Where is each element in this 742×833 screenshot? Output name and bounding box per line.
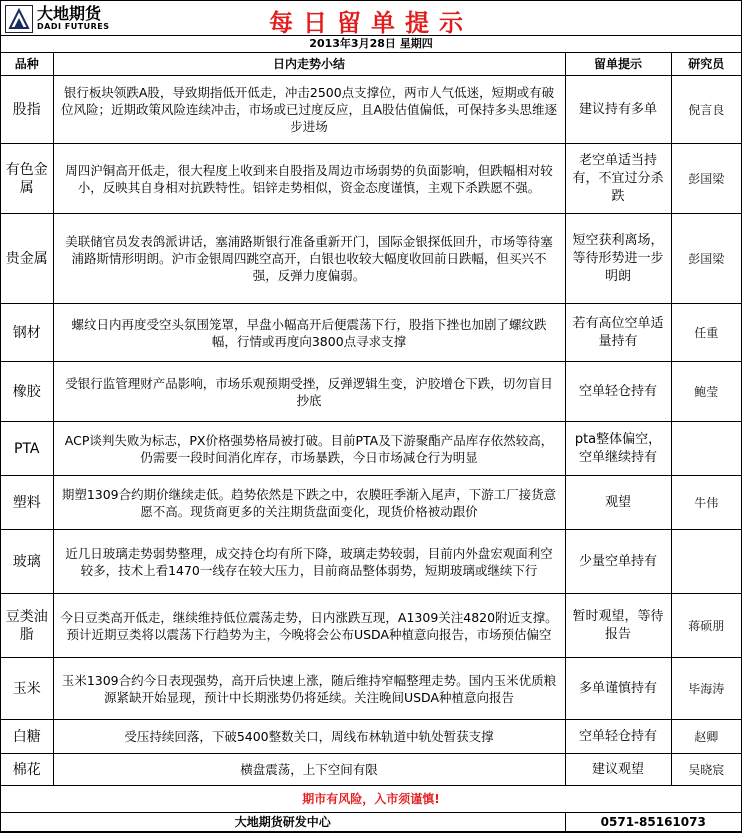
- advice-cell: 建议持有多单: [565, 76, 671, 144]
- logo-en-text: DADI FUTURES: [37, 22, 110, 31]
- risk-row: [1, 786, 741, 813]
- analyst-cell: [671, 530, 741, 594]
- report-title: 每日留单提示: [269, 8, 473, 37]
- analyst-cell: 彭国梁: [671, 214, 741, 304]
- summary-cell: ACP谈判失败为标志，PX价格强势格局被打破。目前PTA及下游聚酯产品库存依然较高，仍需要一段时间消化库存，市场暴跌，今日市场减仓行为明显: [53, 422, 565, 476]
- analyst-cell: 鲍莹: [671, 362, 741, 422]
- table-row: [1, 720, 741, 754]
- variety-cell: 贵金属: [1, 214, 53, 304]
- summary-cell: 今日豆类高开低走，继续维持低位震荡走势，日内涨跌互现，A1309关注4820附近支撑。预计近期豆类将以震荡下行趋势为主，今晚将会公布USDA种植意向报告，市场预估偏空: [53, 594, 565, 658]
- col-header-summary: 日内走势小结: [53, 53, 565, 76]
- summary-cell: 银行板块领跌A股，导致期指低开低走，冲击2500点支撑位，两市人气低迷，短期或有破位风险；近期政策风险连续冲击，市场或已过度反应，且A股估值偏低，可保持多头思维逐步进场: [53, 76, 565, 144]
- table-row: [1, 422, 741, 476]
- report-header: [1, 1, 741, 36]
- summary-cell: 期塑1309合约期价继续走低。趋势依然是下跌之中，农膜旺季渐入尾声，下游工厂接货意愿不高。现货商更多的关注期货盘面变化，现货价格被动跟价: [53, 476, 565, 530]
- advice-cell: 暂时观望，等待报告: [565, 594, 671, 658]
- summary-cell: 横盘震荡，上下空间有限: [53, 754, 565, 786]
- table-row: [1, 594, 741, 658]
- summary-cell: 美联储官员发表鸽派讲话，塞浦路斯银行准备重新开门，国际金银探低回升，市场等待塞浦路斯情形明朗。沪市金银周四跳空高开，白银也收较大幅度收回前日跌幅，但买兴不强，反弹力度偏弱。: [53, 214, 565, 304]
- summary-cell: 玉米1309合约今日表现强势，高开后快速上涨，随后维持窄幅整理走势。国内玉米优质粮源紧缺开始显现，预计中长期涨势仍将延续。关注晚间USDA种植意向报告: [53, 658, 565, 720]
- summary-cell: 周四沪铜高开低走，很大程度上收到来自股指及周边市场弱势的负面影响，但跌幅相对较小，反映其自身相对抗跌特性。铝锌走势相似，资金态度谨慎，主观下杀跌愿不强。: [53, 144, 565, 214]
- analyst-cell: 倪言良: [671, 76, 741, 144]
- advice-cell: 多单谨慎持有: [565, 658, 671, 720]
- analyst-cell: 彭国梁: [671, 144, 741, 214]
- table-row: [1, 144, 741, 214]
- analyst-cell: 毕海涛: [671, 658, 741, 720]
- variety-cell: 玻璃: [1, 530, 53, 594]
- contact-phone: 0571-85161073: [565, 813, 741, 832]
- table-row: [1, 476, 741, 530]
- advice-cell: 空单轻仓持有: [565, 362, 671, 422]
- advice-cell: 老空单适当持有，不宜过分杀跌: [565, 144, 671, 214]
- variety-cell: 有色金属: [1, 144, 53, 214]
- analyst-cell: [671, 422, 741, 476]
- table-row: [1, 530, 741, 594]
- table-row: [1, 754, 741, 786]
- col-header-advice: 留单提示: [565, 53, 671, 76]
- table-row: [1, 76, 741, 144]
- variety-cell: 钢材: [1, 304, 53, 362]
- table-row: [1, 304, 741, 362]
- advice-cell: 建议观望: [565, 754, 671, 786]
- report-table: [1, 53, 741, 832]
- variety-cell: 塑料: [1, 476, 53, 530]
- research-center: 大地期货研发中心: [1, 813, 565, 832]
- table-row: [1, 214, 741, 304]
- variety-cell: 白糖: [1, 720, 53, 754]
- advice-cell: 短空获利离场，等待形势进一步明朗: [565, 214, 671, 304]
- table-row: [1, 658, 741, 720]
- risk-warning: 期市有风险，入市须谨慎!: [1, 786, 741, 813]
- variety-cell: 橡胶: [1, 362, 53, 422]
- advice-cell: pta整体偏空，空单继续持有: [565, 422, 671, 476]
- table-header-row: [1, 53, 741, 76]
- col-header-analyst: 研究员: [671, 53, 741, 76]
- variety-cell: 豆类油脂: [1, 594, 53, 658]
- advice-cell: 观望: [565, 476, 671, 530]
- analyst-cell: 赵卿: [671, 720, 741, 754]
- analyst-cell: 吴晓宸: [671, 754, 741, 786]
- variety-cell: 玉米: [1, 658, 53, 720]
- analyst-cell: 牛伟: [671, 476, 741, 530]
- report-date: 2013年3月28日 星期四: [1, 36, 741, 53]
- advice-cell: 少量空单持有: [565, 530, 671, 594]
- logo-cn-text: 大地期货: [37, 4, 102, 23]
- advice-cell: 若有高位空单适量持有: [565, 304, 671, 362]
- footer-row: [1, 813, 741, 832]
- variety-cell: 棉花: [1, 754, 53, 786]
- analyst-cell: 蒋硕朋: [671, 594, 741, 658]
- table-row: [1, 362, 741, 422]
- advice-cell: 空单轻仓持有: [565, 720, 671, 754]
- summary-cell: 近几日玻璃走势弱势整理，成交持仓均有所下降，玻璃走势较弱，目前内外盘宏观面利空较多，技术上看1470一线存在较大压力，目前商品整体弱势，短期玻璃或继续下行: [53, 530, 565, 594]
- summary-cell: 受压持续回落，下破5400整数关口，周线布林轨道中轨处暂获支撑: [53, 720, 565, 754]
- summary-cell: 螺纹日内再度受空头氛围笼罩，早盘小幅高开后便震荡下行，股指下挫也加剧了螺纹跌幅，行情或再度向3800点寻求支撑: [53, 304, 565, 362]
- variety-cell: PTA: [1, 422, 53, 476]
- variety-cell: 股指: [1, 76, 53, 144]
- col-header-variety: 品种: [1, 53, 53, 76]
- summary-cell: 受银行监管理财产品影响，市场乐观预期受挫，反弹逻辑生变，沪胶增仓下跌，切勿盲目抄底: [53, 362, 565, 422]
- analyst-cell: 任重: [671, 304, 741, 362]
